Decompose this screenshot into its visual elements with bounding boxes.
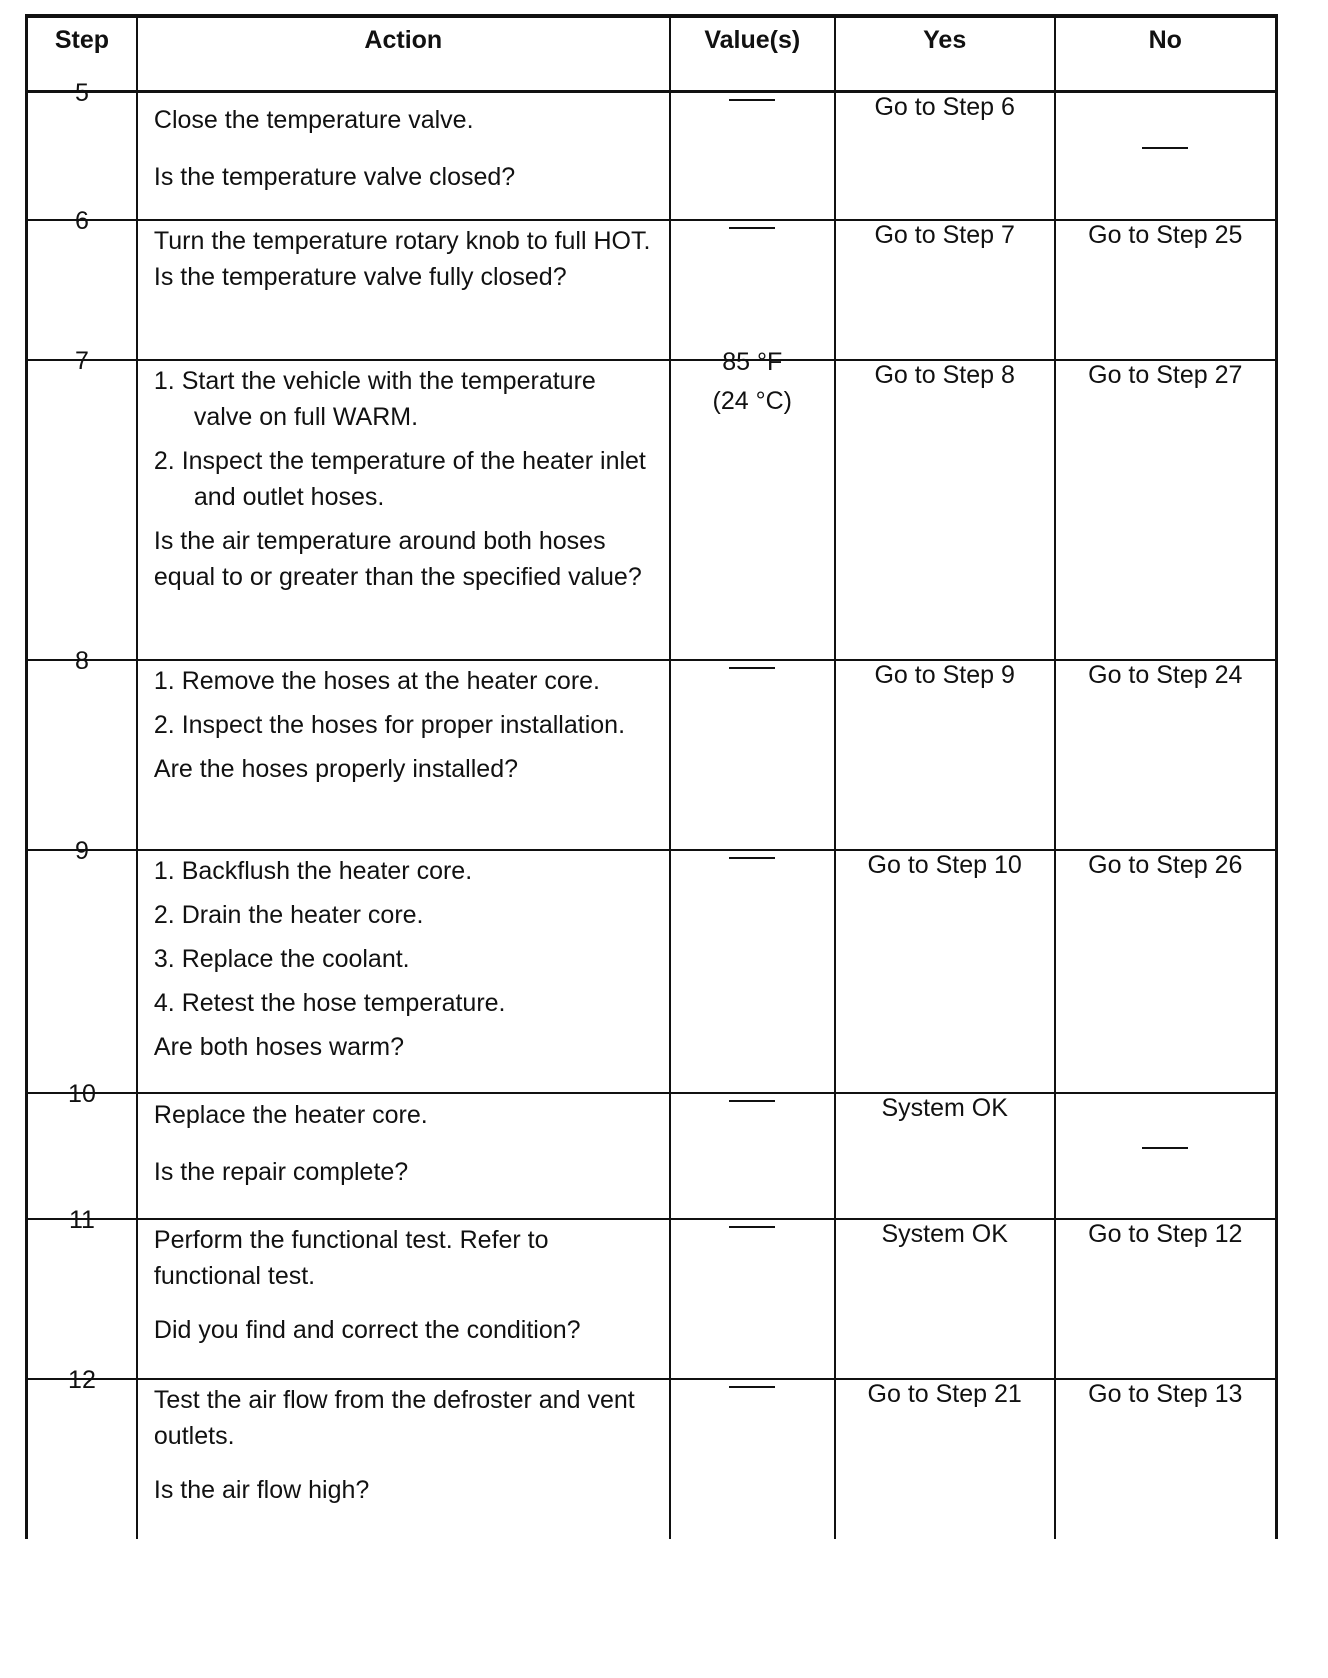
- yes-cell: Go to Step 8: [835, 360, 1055, 660]
- no-value-dash: [729, 227, 775, 229]
- header-yes: Yes: [835, 16, 1055, 92]
- action-cell: Turn the temperature rotary knob to full HOT. Is the temperature valve fully closed?: [137, 220, 670, 360]
- no-value-dash: [1142, 147, 1188, 149]
- yes-cell: System OK: [835, 1093, 1055, 1219]
- table-row: [27, 92, 1277, 220]
- no-value-dash: [729, 99, 775, 101]
- header-values: Value(s): [670, 16, 835, 92]
- yes-cell: System OK: [835, 1219, 1055, 1379]
- step-number: 9: [27, 850, 137, 1093]
- no-value-dash: [729, 857, 775, 859]
- value-cell: [670, 1093, 835, 1219]
- table-row: [27, 850, 1277, 1093]
- yes-cell: Go to Step 21: [835, 1379, 1055, 1539]
- header-row: [27, 16, 1277, 92]
- spec-fahrenheit: 85 °F: [722, 347, 783, 376]
- value-cell: [670, 347, 835, 660]
- no-value-dash: [1142, 1147, 1188, 1149]
- no-value-dash: [729, 1386, 775, 1388]
- yes-cell: Go to Step 10: [835, 850, 1055, 1093]
- header-action: Action: [137, 16, 670, 92]
- table-row: [27, 1219, 1277, 1379]
- step-number: 12: [27, 1379, 137, 1539]
- action-cell: Replace the heater core. Is the repair complete?: [137, 1093, 670, 1219]
- action-cell: 1. Remove the hoses at the heater core. 2. Inspect the hoses for proper installation. Are the hoses properly installed?: [137, 660, 670, 850]
- header-no: No: [1055, 16, 1277, 92]
- action-cell: Close the temperature valve. Is the temperature valve closed?: [137, 92, 670, 220]
- step-number: 5: [27, 92, 137, 220]
- header-step: Step: [27, 16, 137, 92]
- no-cell: Go to Step 27: [1055, 360, 1277, 660]
- no-cell: [1055, 92, 1277, 220]
- table-row: [27, 1093, 1277, 1219]
- no-cell: Go to Step 26: [1055, 850, 1277, 1093]
- step-number: 7: [27, 360, 137, 660]
- action-cell: Perform the functional test. Refer to functional test. Did you find and correct the condition?: [137, 1219, 670, 1379]
- step-number: 10: [27, 1093, 137, 1219]
- yes-cell: Go to Step 9: [835, 660, 1055, 850]
- diagnostic-table: [25, 14, 1278, 1539]
- value-cell: [670, 92, 835, 220]
- value-cell: [670, 1379, 835, 1539]
- value-cell: [670, 850, 835, 1093]
- no-cell: Go to Step 12: [1055, 1219, 1277, 1379]
- spec-celsius: (24 °C): [712, 386, 792, 415]
- step-number: 6: [27, 220, 137, 360]
- table-row: [27, 220, 1277, 360]
- table-row: [27, 660, 1277, 850]
- yes-cell: Go to Step 7: [835, 220, 1055, 360]
- step-number: 8: [27, 660, 137, 850]
- value-cell: [670, 220, 835, 360]
- no-value-dash: [729, 1226, 775, 1228]
- no-cell: Go to Step 25: [1055, 220, 1277, 360]
- step-number: 11: [27, 1219, 137, 1379]
- table-row: [27, 1379, 1277, 1539]
- no-cell: Go to Step 24: [1055, 660, 1277, 850]
- no-cell: Go to Step 13: [1055, 1379, 1277, 1539]
- action-cell: 1. Start the vehicle with the temperature valve on full WARM. 2. Inspect the temperature of the heater inlet and outlet hoses. Is the air temperature around both hoses equal to or greater than the specified value?: [137, 360, 670, 660]
- value-cell: [670, 1219, 835, 1379]
- action-cell: Test the air flow from the defroster and vent outlets. Is the air flow high?: [137, 1379, 670, 1539]
- action-cell: 1. Backflush the heater core. 2. Drain the heater core. 3. Replace the coolant. 4. Retest the hose temperature. Are both hoses warm?: [137, 850, 670, 1093]
- no-cell: [1055, 1093, 1277, 1219]
- no-value-dash: [729, 1100, 775, 1102]
- yes-cell: Go to Step 6: [835, 92, 1055, 220]
- no-value-dash: [729, 667, 775, 669]
- table-row: [27, 360, 1277, 660]
- value-cell: [670, 660, 835, 850]
